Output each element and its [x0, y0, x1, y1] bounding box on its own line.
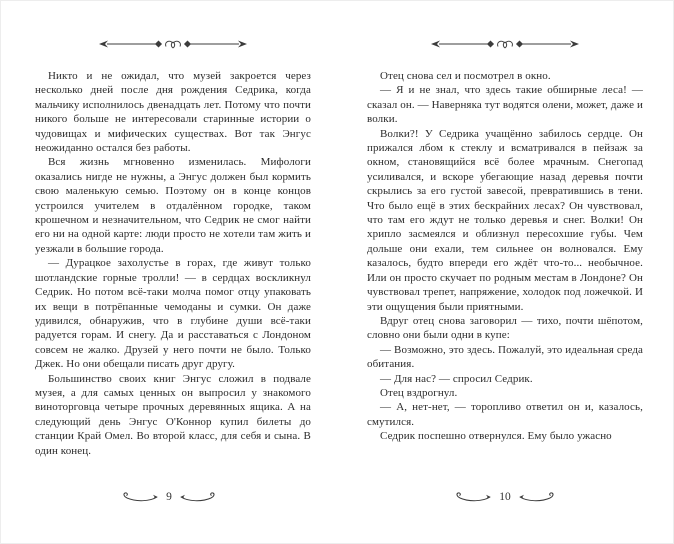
paragraph: — Дурацкое захолустье в горах, где живут только шотландские горные тролли! — в сердцах воскликнул Седрик. Но потом всё-таки молча помог отцу упаковать их вещи в потрёпанные чемоданы и сумки. Он даже удивился, обнаружив, что в глубине души всё-таки радуется горам. И снегу. Да и расставаться с Лондоном совсем не жалко. Друзей у него почти не было. Только Джек. Но они обещали писать друг другу.	[35, 257, 311, 371]
page-footer-left	[1, 489, 337, 505]
paragraph: Вдруг отец снова заговорил — тихо, почти шёпотом, словно они были одни в купе:	[367, 314, 643, 342]
paragraph: Никто и не ожидал, что музей закроется через несколько дней после дня рождения Седрика, когда мальчику исполнилось двенадцать лет. Потому что почти никого больше не интересовали старинные истории о чудовищах и мифических существах. Вот так Энгус неожиданно остался без работы.	[35, 70, 311, 155]
paragraph: — Возможно, это здесь. Пожалуй, это идеальная среда обитания.	[367, 343, 643, 371]
flourish-left-icon	[453, 491, 491, 503]
flourish-left-icon	[120, 491, 158, 503]
page-right	[337, 1, 673, 543]
page-number-left: 9	[166, 491, 172, 503]
page-number-right: 10	[499, 491, 511, 503]
paragraph: Отец вздрогнул.	[380, 386, 458, 399]
paragraph: — Я и не знал, что здесь такие обширные леса! — сказал он. — Наверняка тут водятся олени, может, даже и волки.	[367, 84, 643, 126]
flourish-right-icon	[180, 491, 218, 503]
paragraph: Отец снова сел и посмотрел в окно.	[380, 70, 551, 82]
paragraph: Волки?! У Седрика учащённо забилось сердце. Он прижался лбом к стеклу и всматривался в пейзаж за окном, становящийся всё более мрачным. Снегопад усиливался, и вскоре убегающие назад деревья почти скрылись за его густой завесой, превратившись в тени. Что было ещё в этих бескрайних лесах? Он чувствовал, что там его ждут не только деревья и снег. Волки! Он хрипло засмеялся и облизнул пересохшие губы. Чем дольше они ехали, тем сильнее он волновался. Ему казалось, будто впереди его ждёт что-то... необычное. Или он просто скучает по родным местам в Лондоне? Он чувствовал трепет, напряжение, холодок под ложечкой. И эти ощущения были приятными.	[367, 127, 643, 313]
page-text-right	[367, 69, 643, 444]
paragraph: Вся жизнь мгновенно изменилась. Мифологи оказались нигде не нужны, а Энгус должен был кормить свою маленькую семью. Поэтому он в конце концов устроился учителем в отдалённом городке, таком крошечном и незначительном, что Седрик не смог найти его ни на одной карте: люди просто не хотели там жить и уезжали в большие города.	[35, 156, 311, 255]
header-ornament-icon	[35, 37, 311, 51]
paragraph: Большинство своих книг Энгус сложил в подвале музея, а для самых ценных он выпросил у знакомого виноторговца четыре прочных деревянных ящика. А на следующий день Энгус О'Коннор купил билеты до станции Край Омел. Во второй класс, для себя и сына. В один конец.	[35, 372, 311, 457]
paragraph: — Для нас? — спросил Седрик.	[380, 372, 533, 385]
header-ornament-icon	[367, 37, 643, 51]
page-left	[1, 1, 337, 543]
paragraph: — А, нет-нет, — торопливо ответил он и, казалось, смутился.	[367, 401, 643, 428]
paragraph: Седрик поспешно отвернулся. Ему было ужасно	[380, 430, 612, 443]
page-footer-right	[337, 489, 673, 505]
page-text-left	[35, 69, 311, 458]
flourish-right-icon	[519, 491, 557, 503]
